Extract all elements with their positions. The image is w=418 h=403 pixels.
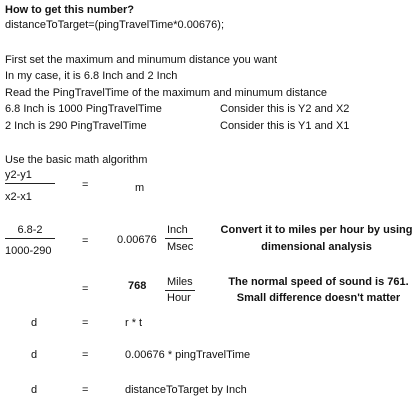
calc1-note-line-2: dimensional analysis [261, 241, 372, 253]
calc1-unit-denominator: Msec [167, 241, 194, 253]
slope-denominator: x2-x1 [5, 191, 32, 203]
calc1-fraction-bar [5, 238, 55, 239]
intro-line-1: First set the maximum and minumum distance you want [5, 54, 278, 66]
slope-fraction-bar [5, 183, 55, 184]
row-1-equals: = [82, 317, 89, 329]
calc2-note-line-1: The normal speed of sound is 761. [228, 276, 409, 288]
algorithm-heading: Use the basic math algorithm [5, 154, 148, 166]
calc2-value: 768 [128, 280, 147, 292]
slope-symbol: m [135, 182, 145, 194]
slope-numerator: y2-y1 [5, 169, 32, 181]
calc2-unit-numerator: Miles [167, 276, 193, 288]
calc2-note-line-2: Small difference doesn't matter [236, 292, 401, 304]
intro-line-2: In my case, it is 6.8 Inch and 2 Inch [5, 70, 178, 82]
row-3-equals: = [82, 384, 89, 396]
row-3-expression: distanceToTarget by Inch [125, 384, 247, 396]
calc1-unit-numerator: Inch [167, 224, 188, 236]
calc2-unit-denominator: Hour [167, 292, 191, 304]
row-2-variable: d [31, 349, 38, 361]
min-distance-note: Consider this is Y1 and X1 [220, 120, 350, 132]
row-1-variable: d [31, 317, 38, 329]
min-distance-text: 2 Inch is 290 PingTravelTime [5, 120, 147, 132]
intro-line-3: Read the PingTravelTime of the maximum and minumum distance [5, 87, 327, 99]
calc2-equals: = [82, 283, 89, 295]
formula-line: distanceToTarget=(pingTravelTime*0.00676); [5, 19, 224, 31]
calc1-unit-bar [165, 238, 193, 239]
slope-equals: = [82, 179, 89, 191]
calc1-note-line-1: Convert it to miles per hour by using [220, 224, 413, 236]
calc1-equals: = [82, 235, 89, 247]
calc1-numerator: 6.8-2 [17, 224, 43, 236]
row-2-expression: 0.00676 * pingTravelTime [125, 349, 251, 361]
max-distance-note: Consider this is Y2 and X2 [220, 103, 350, 115]
calc1-denominator: 1000-290 [5, 245, 52, 257]
row-2-equals: = [82, 349, 89, 361]
calc1-value: 0.00676 [117, 234, 157, 246]
page-title: How to get this number? [5, 4, 134, 16]
row-3-variable: d [31, 384, 38, 396]
max-distance-text: 6.8 Inch is 1000 PingTravelTime [5, 103, 162, 115]
row-1-expression: r * t [125, 317, 143, 329]
